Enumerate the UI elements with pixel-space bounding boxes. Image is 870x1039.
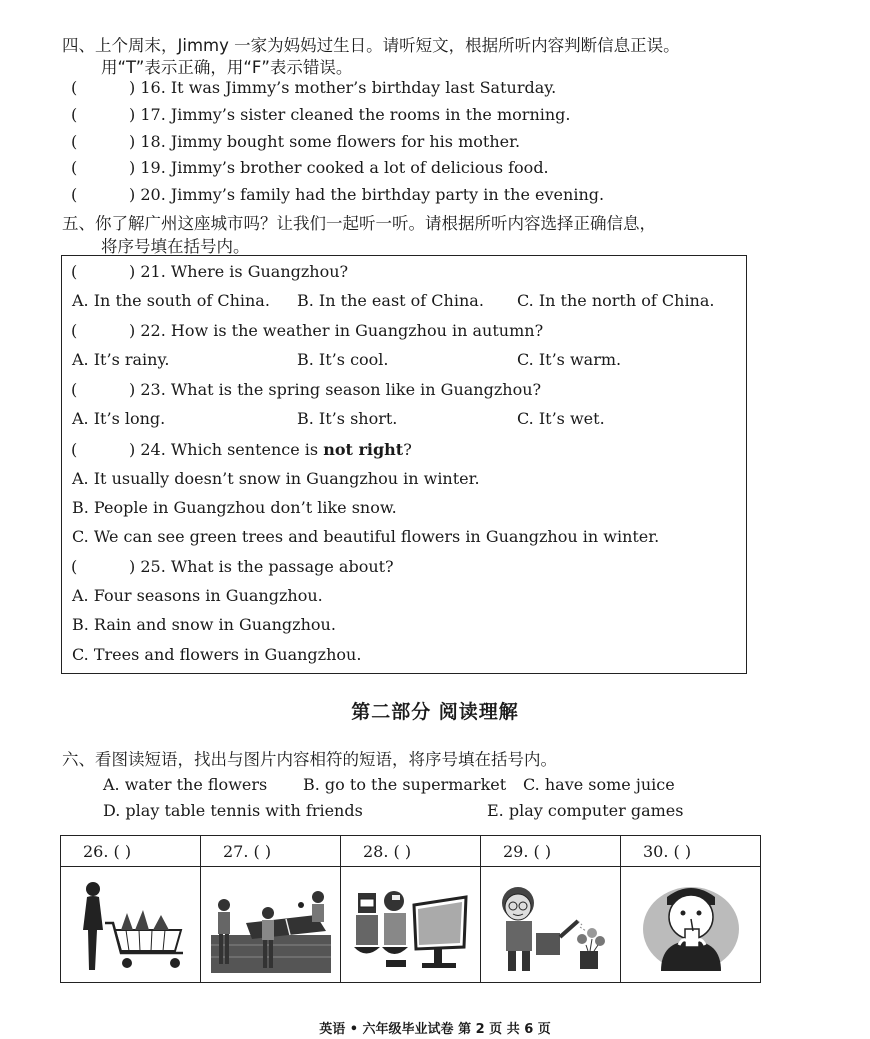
question-text: ) 16. It was Jimmy’s mother’s birthday last Saturday. bbox=[129, 78, 557, 97]
picture-table bbox=[60, 835, 761, 983]
juice-picture bbox=[621, 867, 760, 982]
phrase-b: B. go to the supermarket bbox=[303, 775, 507, 794]
phrase-e: E. play computer games bbox=[487, 801, 684, 820]
q24-option-b: B. People in Guangzhou don’t like snow. bbox=[72, 498, 397, 517]
listening-box bbox=[61, 255, 747, 674]
emphasis-text: not right bbox=[323, 440, 404, 459]
section5-title-line2: 将序号填在括号内。 bbox=[101, 237, 250, 256]
answer-paren[interactable]: ( bbox=[71, 158, 78, 177]
answer-paren[interactable]: ( bbox=[71, 105, 78, 124]
question-17 bbox=[71, 105, 571, 124]
picture-cell-29 bbox=[481, 836, 621, 982]
question-text: ) 23. What is the spring season like in Guangzhou? bbox=[129, 380, 542, 399]
picture-cell-28 bbox=[341, 836, 481, 982]
answer-paren[interactable]: ( bbox=[71, 132, 78, 151]
q21-option-a: A. In the south of China. bbox=[72, 291, 270, 310]
q25-option-b: B. Rain and snow in Guangzhou. bbox=[72, 615, 336, 634]
answer-paren[interactable]: ( bbox=[71, 380, 78, 399]
watering-flowers-picture bbox=[481, 867, 620, 982]
q22-option-b: B. It’s cool. bbox=[297, 350, 389, 369]
question-text: ) 24. Which sentence is bbox=[129, 440, 324, 459]
phrase-c: C. have some juice bbox=[523, 775, 675, 794]
question-23 bbox=[71, 380, 541, 399]
q24-option-a: A. It usually doesn’t snow in Guangzhou in winter. bbox=[72, 469, 480, 488]
answer-paren[interactable]: ( bbox=[71, 262, 78, 281]
q21-option-c: C. In the north of China. bbox=[517, 291, 715, 310]
part2-title: 第二部分 阅读理解 bbox=[351, 701, 519, 723]
q22-option-c: C. It’s warm. bbox=[517, 350, 622, 369]
answer-slot-30[interactable]: 30. ( ) bbox=[621, 836, 760, 867]
question-text: ) 22. How is the weather in Guangzhou in autumn? bbox=[129, 321, 544, 340]
question-16 bbox=[71, 78, 556, 97]
section4-title-line2: 用“T”表示正确，用“F”表示错误。 bbox=[101, 58, 353, 77]
answer-paren[interactable]: ( bbox=[71, 321, 78, 340]
question-20 bbox=[71, 185, 604, 204]
q21-option-b: B. In the east of China. bbox=[297, 291, 484, 310]
table-tennis-picture bbox=[201, 867, 340, 982]
page-footer: 英语 • 六年级毕业试卷 第 2 页 共 6 页 bbox=[319, 1022, 551, 1037]
q23-option-a: A. It’s long. bbox=[72, 409, 166, 428]
answer-paren[interactable]: ( bbox=[71, 78, 78, 97]
picture-cell-30 bbox=[621, 836, 760, 982]
section4-title-line1: 四、上个周末，Jimmy 一家为妈妈过生日。请听短文，根据所听内容判断信息正误。 bbox=[62, 36, 680, 55]
q25-option-c: C. Trees and flowers in Guangzhou. bbox=[72, 645, 362, 664]
q23-option-b: B. It’s short. bbox=[297, 409, 398, 428]
phrase-a: A. water the flowers bbox=[103, 775, 268, 794]
answer-paren[interactable]: ( bbox=[71, 185, 78, 204]
question-text: ) 25. What is the passage about? bbox=[129, 557, 394, 576]
question-19 bbox=[71, 158, 549, 177]
answer-slot-27[interactable]: 27. ( ) bbox=[201, 836, 340, 867]
answer-paren[interactable]: ( bbox=[71, 440, 78, 459]
answer-slot-29[interactable]: 29. ( ) bbox=[481, 836, 620, 867]
q23-option-c: C. It’s wet. bbox=[517, 409, 605, 428]
answer-slot-26[interactable]: 26. ( ) bbox=[61, 836, 200, 867]
question-22 bbox=[71, 321, 543, 340]
question-text: ) 19. Jimmy’s brother cooked a lot of delicious food. bbox=[129, 158, 549, 177]
answer-slot-28[interactable]: 28. ( ) bbox=[341, 836, 480, 867]
question-18 bbox=[71, 132, 520, 151]
picture-cell-27 bbox=[201, 836, 341, 982]
question-text: ) 17. Jimmy’s sister cleaned the rooms in the morning. bbox=[129, 105, 571, 124]
section5-title-line1: 五、你了解广州这座城市吗？让我们一起听一听。请根据所听内容选择正确信息， bbox=[62, 214, 656, 233]
question-text: ) 21. Where is Guangzhou? bbox=[129, 262, 349, 281]
question-mark: ? bbox=[403, 440, 412, 459]
computer-games-picture bbox=[341, 867, 480, 982]
question-24 bbox=[71, 440, 412, 459]
answer-paren[interactable]: ( bbox=[71, 557, 78, 576]
supermarket-picture bbox=[61, 867, 200, 982]
q24-option-c: C. We can see green trees and beautiful flowers in Guangzhou in winter. bbox=[72, 527, 660, 546]
picture-cell-26 bbox=[61, 836, 201, 982]
q22-option-a: A. It’s rainy. bbox=[72, 350, 170, 369]
q25-option-a: A. Four seasons in Guangzhou. bbox=[72, 586, 323, 605]
phrase-d: D. play table tennis with friends bbox=[103, 801, 363, 820]
question-25 bbox=[71, 557, 394, 576]
question-21 bbox=[71, 262, 348, 281]
question-text: ) 18. Jimmy bought some flowers for his mother. bbox=[129, 132, 521, 151]
section6-title: 六、看图读短语，找出与图片内容相符的短语，将序号填在括号内。 bbox=[62, 750, 557, 769]
question-text: ) 20. Jimmy’s family had the birthday party in the evening. bbox=[129, 185, 605, 204]
